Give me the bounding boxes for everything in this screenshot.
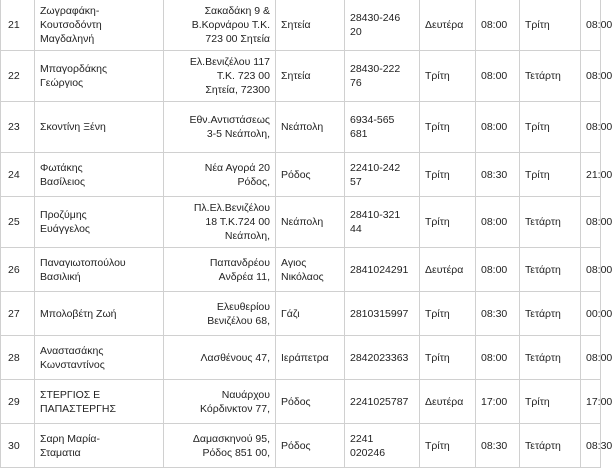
table-row — [1, 197, 601, 248]
time-from-cell: 08:00 — [476, 248, 520, 292]
row-number: 29 — [1, 380, 35, 424]
phone-cell: 2241025787 — [345, 380, 420, 424]
city-cell: Ρόδος — [276, 153, 345, 197]
name-cell: Μπολοβέτη Ζωή — [35, 292, 164, 336]
time-to-cell: 08:30 — [581, 424, 601, 468]
address-cell: Εθν.Αντιστάσεως 3-5 Νεάπολη, — [164, 102, 276, 153]
table-row — [1, 102, 601, 153]
address-cell: Πλ.Ελ.Βενιζέλου 18 Τ.Κ.724 00 Νεάπολη, — [164, 197, 276, 248]
phone-cell: 2841024291 — [345, 248, 420, 292]
city-cell: Ρόδος — [276, 380, 345, 424]
name-cell: Σκοντίνη Ξένη — [35, 102, 164, 153]
phone-cell: 2842023363 — [345, 336, 420, 380]
day-from-cell: Τρίτη — [420, 153, 476, 197]
name-cell: Σαρη Μαρία- Σταματια — [35, 424, 164, 468]
row-number: 27 — [1, 292, 35, 336]
row-number: 24 — [1, 153, 35, 197]
time-to-cell: 08:00 — [581, 102, 601, 153]
day-from-cell: Δευτέρα — [420, 248, 476, 292]
day-from-cell: Δευτέρα — [420, 0, 476, 51]
time-to-cell: 17:00 — [581, 380, 601, 424]
time-from-cell: 08:30 — [476, 424, 520, 468]
address-cell: Σακαδάκη 9 & Β.Κορνάρου Τ.Κ. 723 00 Σητεία — [164, 0, 276, 51]
phone-cell: 28430-222 76 — [345, 51, 420, 102]
time-from-cell: 08:30 — [476, 292, 520, 336]
time-from-cell: 08:00 — [476, 51, 520, 102]
table-row — [1, 0, 601, 51]
day-to-cell: Τετάρτη — [520, 424, 581, 468]
address-cell: Δαμασκηνού 95, Ρόδος 851 00, — [164, 424, 276, 468]
name-cell: Αναστασάκης Κωνσταντίνος — [35, 336, 164, 380]
phone-cell: 28430-246 20 — [345, 0, 420, 51]
time-to-cell: 08:00 — [581, 248, 601, 292]
day-from-cell: Τρίτη — [420, 292, 476, 336]
city-cell: Αγιος Νικόλαος — [276, 248, 345, 292]
day-from-cell: Δευτέρα — [420, 380, 476, 424]
table-row — [1, 248, 601, 292]
name-cell: ΣΤΕΡΓΙΟΣ Ε ΠΑΠΑΣΤΕΡΓΗΣ — [35, 380, 164, 424]
row-number: 23 — [1, 102, 35, 153]
city-cell: Γάζι — [276, 292, 345, 336]
address-cell: Λασθένους 47, — [164, 336, 276, 380]
address-cell: Ελ.Βενιζέλου 117 Τ.Κ. 723 00 Σητεία, 72300 — [164, 51, 276, 102]
day-to-cell: Τρίτη — [520, 0, 581, 51]
row-number: 22 — [1, 51, 35, 102]
day-to-cell: Τετάρτη — [520, 197, 581, 248]
phone-cell: 22410-242 57 — [345, 153, 420, 197]
city-cell: Ρόδος — [276, 424, 345, 468]
day-from-cell: Τρίτη — [420, 51, 476, 102]
day-to-cell: Τρίτη — [520, 153, 581, 197]
table-row — [1, 153, 601, 197]
address-cell: Ναυάρχου Κόρδινκτον 77, — [164, 380, 276, 424]
city-cell: Σητεία — [276, 51, 345, 102]
address-cell: Νέα Αγορά 20 Ρόδος, — [164, 153, 276, 197]
table-row — [1, 51, 601, 102]
time-to-cell: 08:00 — [581, 336, 601, 380]
time-to-cell: 08:00 — [581, 197, 601, 248]
name-cell: Προζύμης Ευάγγελος — [35, 197, 164, 248]
time-from-cell: 08:30 — [476, 153, 520, 197]
name-cell: Παναγιωτοπούλου Βασιλική — [35, 248, 164, 292]
day-to-cell: Τετάρτη — [520, 292, 581, 336]
phone-cell: 2810315997 — [345, 292, 420, 336]
day-from-cell: Τρίτη — [420, 197, 476, 248]
day-to-cell: Τετάρτη — [520, 336, 581, 380]
row-number: 28 — [1, 336, 35, 380]
day-to-cell: Τετάρτη — [520, 51, 581, 102]
address-cell: Παπανδρέου Ανδρέα 11, — [164, 248, 276, 292]
row-number: 21 — [1, 0, 35, 51]
day-to-cell: Τρίτη — [520, 102, 581, 153]
address-cell: Ελευθερίου Βενιζέλου 68, — [164, 292, 276, 336]
time-from-cell: 17:00 — [476, 380, 520, 424]
name-cell: Φωτάκης Βασίλειος — [35, 153, 164, 197]
time-from-cell: 08:00 — [476, 102, 520, 153]
name-cell: Ζωγραφάκη- Κουτσοδόντη Μαγδαληνή — [35, 0, 164, 51]
table-row — [1, 424, 601, 468]
row-number: 25 — [1, 197, 35, 248]
city-cell: Νεάπολη — [276, 102, 345, 153]
day-from-cell: Τρίτη — [420, 102, 476, 153]
row-number: 26 — [1, 248, 35, 292]
city-cell: Ιεράπετρα — [276, 336, 345, 380]
time-to-cell: 08:00 — [581, 51, 601, 102]
phone-cell: 2241 020246 — [345, 424, 420, 468]
time-to-cell: 00:00 — [581, 292, 601, 336]
phone-cell: 28410-321 44 — [345, 197, 420, 248]
name-cell: Μπαγορδάκης Γεώργιος — [35, 51, 164, 102]
table-row — [1, 292, 601, 336]
time-to-cell: 21:00 — [581, 153, 601, 197]
day-to-cell: Τετάρτη — [520, 248, 581, 292]
time-from-cell: 08:00 — [476, 336, 520, 380]
row-number: 30 — [1, 424, 35, 468]
city-cell: Νεάπολη — [276, 197, 345, 248]
table-row — [1, 380, 601, 424]
phone-cell: 6934-565 681 — [345, 102, 420, 153]
time-to-cell: 08:00 — [581, 0, 601, 51]
day-to-cell: Τρίτη — [520, 380, 581, 424]
city-cell: Σητεία — [276, 0, 345, 51]
day-from-cell: Τρίτη — [420, 424, 476, 468]
time-from-cell: 08:00 — [476, 197, 520, 248]
day-from-cell: Τρίτη — [420, 336, 476, 380]
table-row — [1, 336, 601, 380]
time-from-cell: 08:00 — [476, 0, 520, 51]
